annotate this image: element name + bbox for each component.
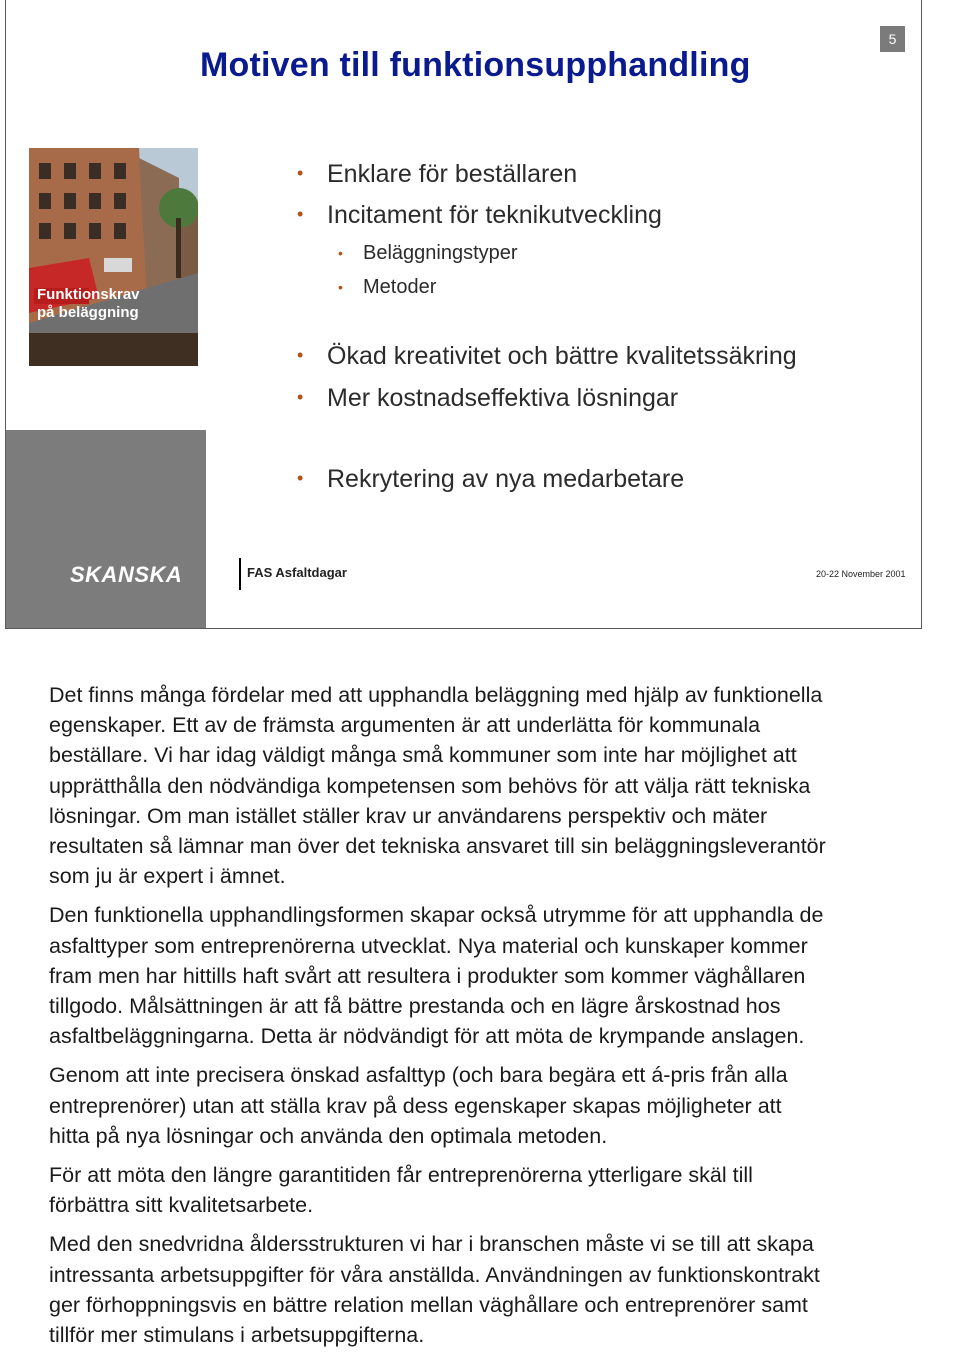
sub-bullet-item: • Beläggningstyper [363, 242, 518, 265]
bullet-item: • Enklare för beställaren [327, 160, 577, 189]
notes-paragraph: För att möta den längre garantitiden får entreprenörerna ytterligare skäl till förbättra sitt kvalitetsarbete. [49, 1163, 753, 1218]
footer-date: 20-22 November 2001 [816, 569, 906, 579]
notes-paragraph: Den funktionella upphandlingsformen skapar också utrymme för att upphandla de asfalttyper som entreprenörerna utvecklat. Nya material och kunskaper kommer fram men har hittills haft svårt att resultera i produkter som kommer väghållaren tillgodo. Målsättningen är att få bättre prestanda och en lägre årskostnad hos asfaltbeläggningarna. Detta är nödvändigt för att möta de krympande anslagen. [49, 903, 824, 1049]
footer-divider [239, 558, 241, 590]
bullet-item: • Rekrytering av nya medarbetare [327, 465, 684, 494]
footer-event: FAS Asfaltdagar [247, 565, 347, 580]
cover-title-line: Funktionskrav [37, 286, 140, 303]
bullet-item: • Mer kostnadseffektiva lösningar [327, 384, 678, 413]
footer-logo-block [6, 430, 206, 629]
slide-title: Motiven till funktionsupphandling [200, 46, 751, 84]
page-number: 5 [880, 26, 905, 52]
sub-bullet-item: • Metoder [363, 276, 436, 299]
bullet-item: • Incitament för teknikutveckling [327, 201, 662, 230]
skanska-logo: SKANSKA [70, 562, 183, 587]
notes-paragraph: Genom att inte precisera önskad asfalttyp (och bara begära ett á-pris från alla entreprenörer) utan att ställa krav på dess egenskaper skapas möjligheter att hitta på nya lösningar och använda den optimala metoden. [49, 1063, 788, 1148]
notes-paragraph: Med den snedvridna åldersstrukturen vi har i branschen måste vi se till att skapa intressanta arbetsuppgifter för våra anställda. Användningen av funktionskontrakt ger förhoppningsvis en bättre relation mellan väghållare och entreprenörer samt tillför mer stimulans i arbetsuppgifterna. [49, 1232, 820, 1348]
cover-title-line: på beläggning [37, 304, 139, 321]
bullet-item: • Ökad kreativitet och bättre kvalitetssäkring [327, 342, 797, 371]
notes-paragraph: Det finns många fördelar med att upphandla beläggning med hjälp av funktionella egenskaper. Ett av de främsta argumenten är att underlätta för kommunala beställare. Vi har idag väldigt många små kommuner som inte har möjlighet att upprätthålla den nödvändiga kompetensen som behövs för att välja rätt tekniska lösningar. Om man istället ställer krav ur användarens perspektiv och mäter resultaten så lämnar man över det tekniska ansvaret till sin beläggningsleverantör som ju är expert i ämnet. [49, 683, 826, 889]
slide [5, 0, 922, 629]
speaker-notes [49, 680, 959, 1359]
